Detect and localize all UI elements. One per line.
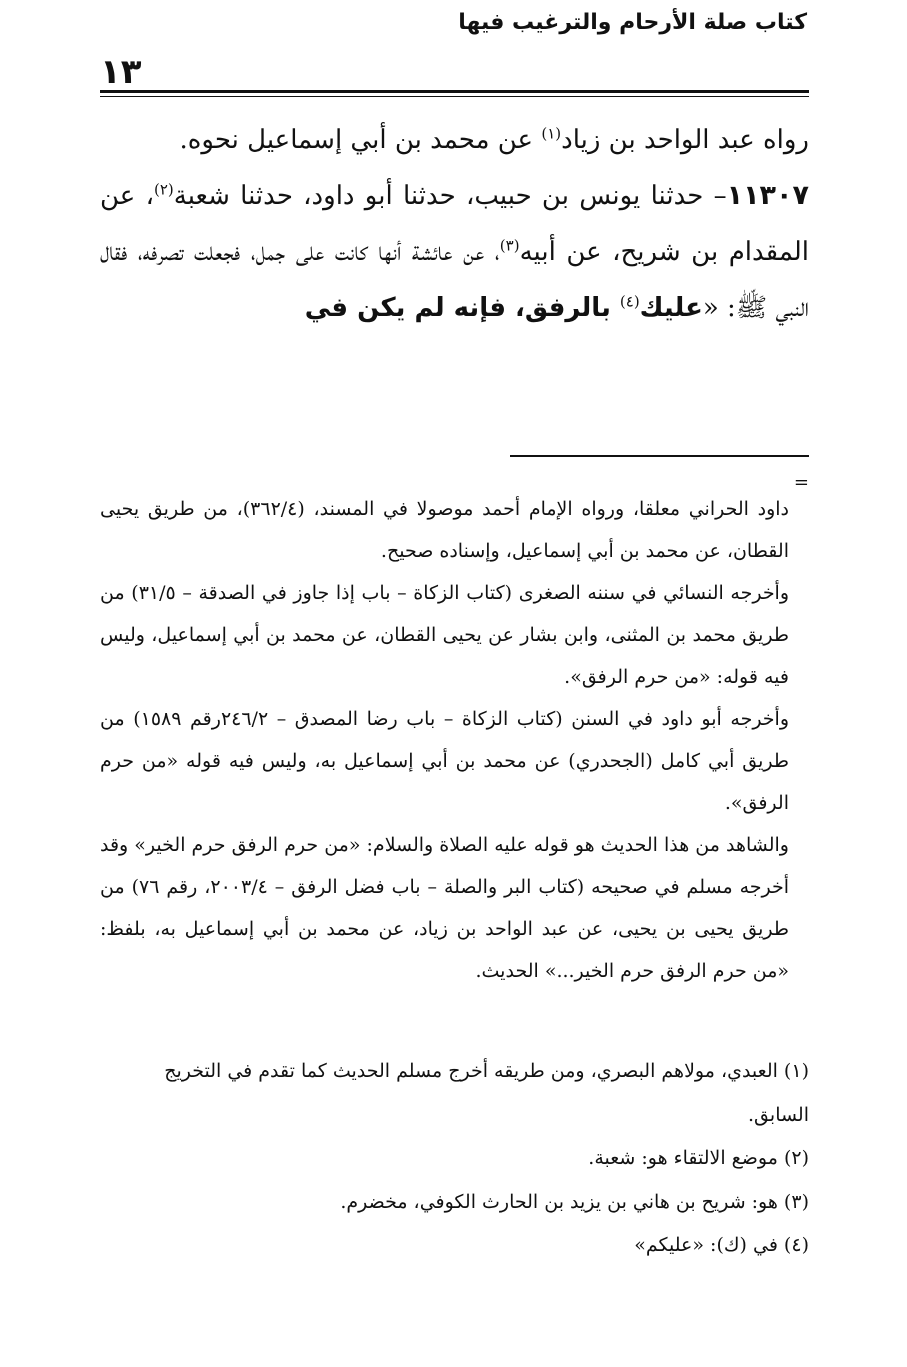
header-rule-thin <box>100 96 809 97</box>
note-paragraph: وأخرجه أبو داود في السنن (كتاب الزكاة – باب رضا المصدق – ٢٤٦/٢رقم ١٥٨٩) من طريق أبي كامل (الجحدري) عن محمد بن أبي إسماعيل به، وليس فيه قوله «من حرم الرفق». <box>100 708 789 814</box>
footnote-1: (١) العبدي، مولاهم البصري، ومن طريقه أخرج مسلم الحديث كما تقدم في التخريج السابق. <box>164 1060 809 1126</box>
main-paragraph-2 <box>100 168 809 336</box>
main-text-segment: – حدثنا يونس بن حبيب، حدثنا أبو داود، حدثنا شعبة <box>173 181 727 211</box>
footnote-ref-1: (١) <box>541 124 562 143</box>
main-text-segment: عن محمد بن أبي إسماعيل نحوه. <box>179 125 542 155</box>
page-header <box>100 50 807 92</box>
main-text-segment: ، عن عائشة أنها كانت على جمل، فجعلت تصرفه، فقال النبي ﷺ: « <box>100 237 809 323</box>
note-paragraph: وأخرجه النسائي في سننه الصغرى (كتاب الزكاة – باب إذا جاوز في الصدقة – ٣١/٥) من طريق محمد بن المثنى، وابن بشار عن يحيى القطان، عن محمد بن أبي إسماعيل، وليس فيه قوله: «من حرم الرفق». <box>100 582 790 688</box>
page-number: ١٣ <box>100 52 142 92</box>
footnote-ref-3: (٣) <box>499 236 520 255</box>
footnote-separator <box>510 455 809 457</box>
note-paragraph: داود الحراني معلقا، ورواه الإمام أحمد موصولا في المسند، (٣٦٢/٤)، من طريق يحيى القطان، عن محمد بن أبي إسماعيل، وإسناده صحيح. <box>100 498 789 562</box>
footnote-2: (٢) موضع الالتقاء هو: شعبة. <box>588 1147 809 1169</box>
note-paragraph: والشاهد من هذا الحديث هو قوله عليه الصلاة والسلام: «من حرم الرفق حرم الخير» وقد أخرجه مسلم في صحيحه (كتاب البر والصلة – باب فضل الرفق – ٢٠٠٣/٤، رقم ٧٦) من طريق يحيى بن يحيى، عن عبد الواحد بن زياد، عن محمد بن أبي إسماعيل به، بلفظ: «من حرم الرفق حرم الخير...» الحديث. <box>100 834 790 982</box>
hadith-quote-bold: عليك <box>639 293 703 323</box>
footnote-3: (٣) هو: شريح بن هاني بن يزيد بن الحارث الكوفي، مخضرم. <box>340 1190 809 1213</box>
header-rule <box>100 90 809 93</box>
running-title: كتاب صلة الأرحام والترغيب فيها <box>458 10 807 35</box>
continued-footnote <box>100 488 789 992</box>
main-text-segment: ، عن المقدام بن شريح، عن أبيه <box>100 181 809 267</box>
footnote-ref-4: (٤) <box>619 292 640 311</box>
main-text-segment: رواه عبد الواحد بن زياد <box>561 125 809 155</box>
main-paragraph-1 <box>100 112 809 168</box>
footnote-ref-2: (٢) <box>153 180 174 199</box>
main-text <box>100 112 809 336</box>
continuation-mark: = <box>793 472 809 493</box>
hadith-quote-bold: بالرفق، فإنه لم يكن في <box>304 293 620 323</box>
footnote-4: (٤) في (ك): «عليكم» <box>634 1234 809 1256</box>
hadith-number: ١١٣٠٧ <box>726 180 809 211</box>
footnotes <box>100 1050 809 1268</box>
